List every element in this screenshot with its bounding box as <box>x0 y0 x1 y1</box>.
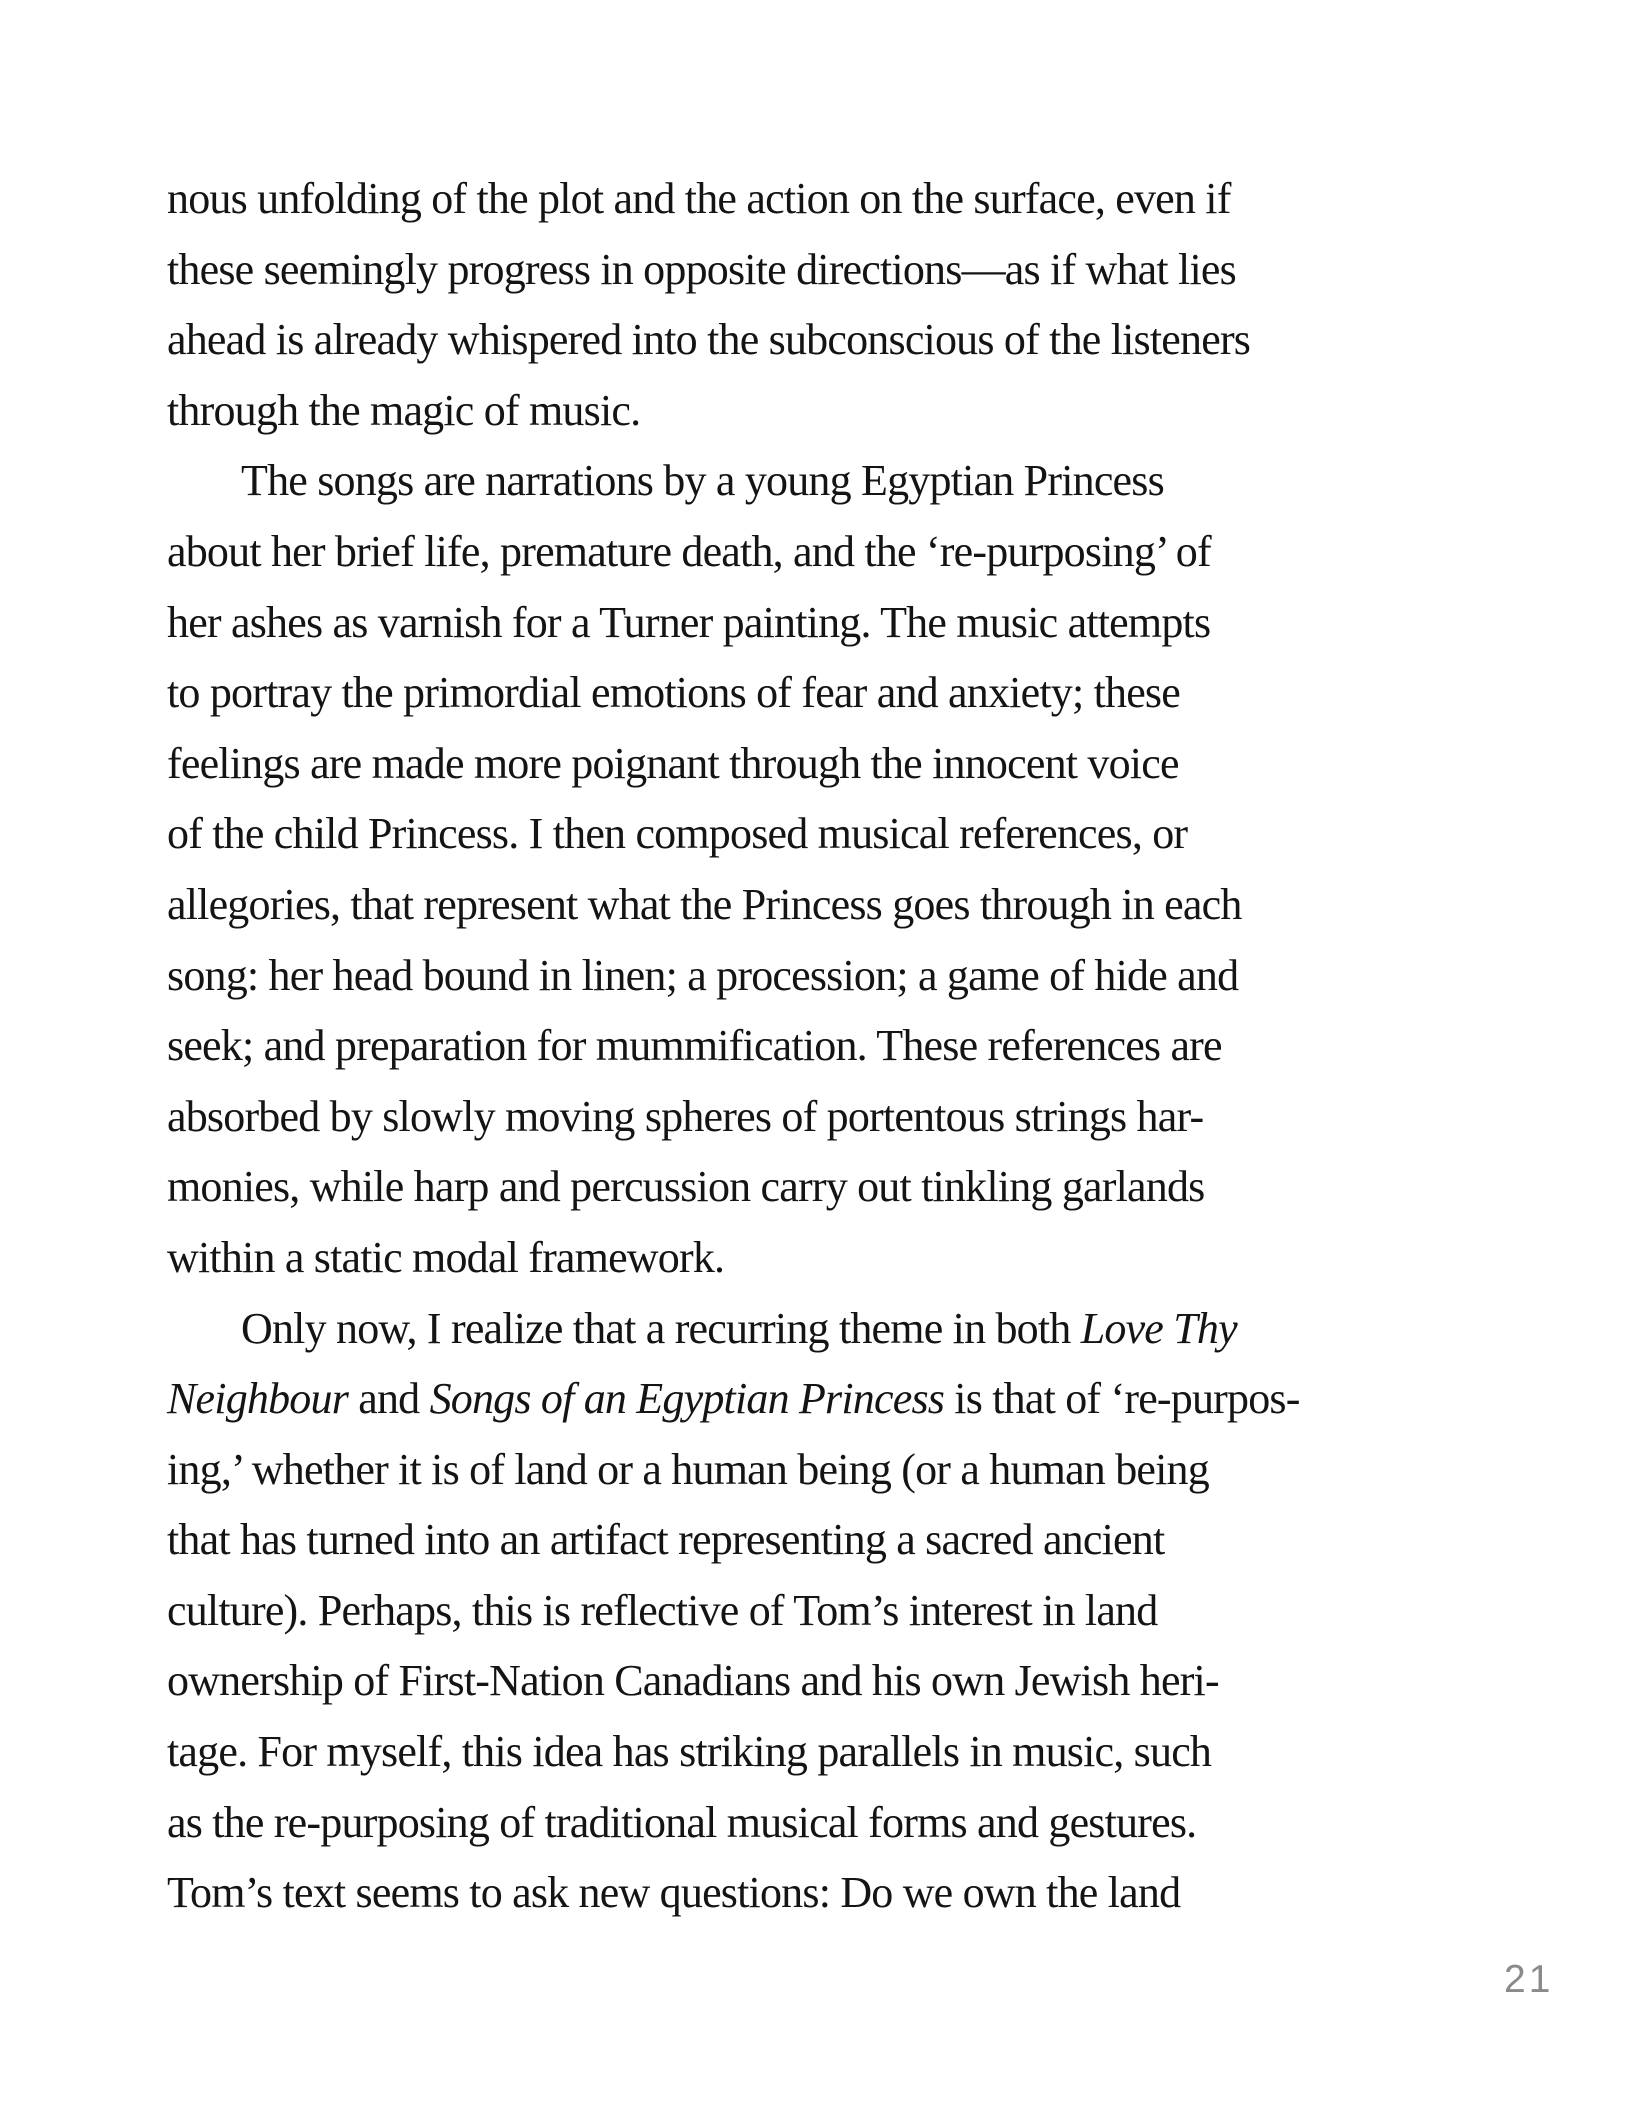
text-line <box>167 376 1517 447</box>
text-segment: ownership of First-Nation Canadians and his own Jewish heri- <box>167 1656 1219 1706</box>
text-line <box>167 1364 1517 1435</box>
text-line <box>167 1788 1517 1859</box>
text-line <box>167 305 1517 376</box>
text-segment: and <box>348 1374 430 1424</box>
text-segment: tage. For myself, this idea has striking parallels in music, such <box>167 1727 1212 1777</box>
text-segment: through the magic of music. <box>167 385 641 435</box>
text-segment: as the re-purposing of traditional musical forms and gestures. <box>167 1797 1197 1847</box>
text-segment: is that of ‘re-purpos- <box>944 1374 1300 1424</box>
text-line <box>167 1576 1517 1647</box>
text-line <box>167 1152 1517 1223</box>
text-line <box>167 1011 1517 1082</box>
text-line <box>167 658 1517 729</box>
text-line <box>167 1646 1517 1717</box>
text-segment: absorbed by slowly moving spheres of portentous strings har- <box>167 1091 1204 1141</box>
text-segment: Only now, I realize that a recurring theme in both <box>241 1303 1081 1353</box>
text-segment: Love Thy <box>1080 1303 1237 1353</box>
text-segment: Tom’s text seems to ask new questions: Do we own the land <box>167 1868 1181 1918</box>
text-segment: her ashes as varnish for a Turner painting. The music attempts <box>167 597 1211 647</box>
text-segment: culture). Perhaps, this is reflective of Tom’s interest in land <box>167 1585 1158 1635</box>
text-segment: Neighbour <box>167 1374 349 1424</box>
text-segment: seek; and preparation for mummification. These references are <box>167 1021 1222 1071</box>
text-line <box>167 941 1517 1012</box>
text-line <box>167 729 1517 800</box>
text-line <box>167 799 1517 870</box>
text-line <box>167 1294 1517 1365</box>
text-line <box>167 1435 1517 1506</box>
body-text <box>167 164 1517 1929</box>
text-line <box>167 517 1517 588</box>
text-line <box>167 1223 1517 1294</box>
text-segment: nous unfolding of the plot and the action on the surface, even if <box>167 174 1231 223</box>
text-segment: to portray the primordial emotions of fear and anxiety; these <box>167 668 1180 718</box>
text-segment: song: her head bound in linen; a procession; a game of hide and <box>167 950 1239 1000</box>
text-segment: that has turned into an artifact representing a sacred ancient <box>167 1515 1165 1565</box>
text-line <box>167 870 1517 941</box>
text-line <box>167 1858 1517 1929</box>
text-segment: within a static modal framework. <box>167 1232 725 1282</box>
text-segment: ahead is already whispered into the subconscious of the listeners <box>167 315 1251 365</box>
text-line <box>167 1505 1517 1576</box>
text-segment: feelings are made more poignant through the innocent voice <box>167 738 1179 788</box>
text-line <box>167 235 1517 306</box>
text-segment: The songs are narrations by a young Egyptian Princess <box>241 456 1164 506</box>
text-segment: allegories, that represent what the Princess goes through in each <box>167 879 1242 929</box>
text-segment: Songs of an Egyptian Princess <box>429 1374 945 1424</box>
page-number: 21 <box>1504 1958 1554 2001</box>
text-segment: of the child Princess. I then composed musical references, or <box>167 809 1188 859</box>
text-line <box>167 588 1517 659</box>
text-segment: these seemingly progress in opposite directions—as if what lies <box>167 244 1236 294</box>
text-line <box>167 446 1517 517</box>
text-line <box>167 164 1517 235</box>
text-segment: ing,’ whether it is of land or a human being (or a human being <box>167 1444 1209 1494</box>
text-line <box>167 1082 1517 1153</box>
text-segment: about her brief life, premature death, and the ‘re-purposing’ of <box>167 526 1211 576</box>
text-line <box>167 1717 1517 1788</box>
text-segment: monies, while harp and percussion carry out tinkling garlands <box>167 1162 1205 1212</box>
